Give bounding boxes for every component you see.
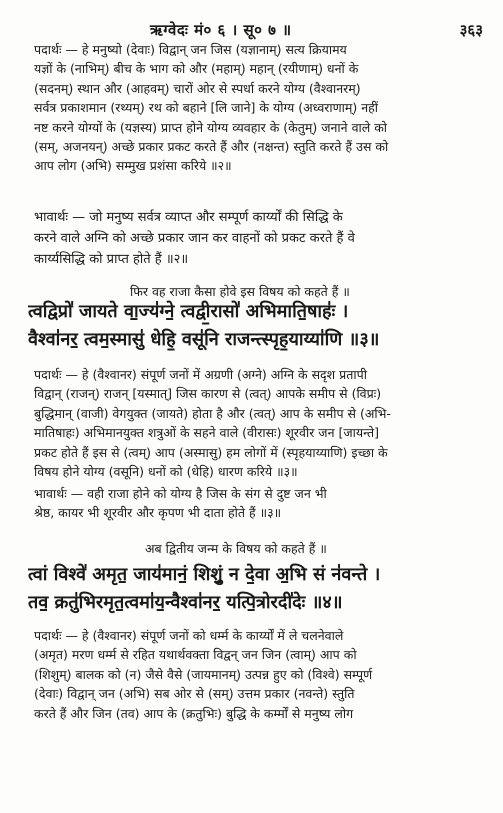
mantra-introduction: अब द्वितीय जन्म के विषय को कहते हैं ॥ bbox=[145, 541, 327, 556]
text-line: सर्वत्र प्रकाशमान (रथ्यम्) रथ को बहाने [लि जाने] के योग्य (अध्वराणाम्) नहीं bbox=[34, 100, 379, 116]
text-line: करते हैं और जिन (तव) आप के (क्रतुभिः) बुद्धि के कर्म्मों से मनुष्य लोग bbox=[34, 705, 354, 721]
verse-line: वैश्वा॑नर॒ त्वम॒स्मासु॑ धेहि॒ वसू॑नि राजन्त्स्पृह॒याय्या॑णि ॥३॥ bbox=[28, 329, 380, 350]
verse-line: तव॒ क्रतु॑भिरमृत॒त्वमा॑य॒न्वैश्वा॑नर॒ यत्पि॒त्रोरदी॑देः ॥४॥ bbox=[28, 592, 343, 613]
text-line: विषय होने योग्य (वसूनि) धनों को (धेहि) धारण करिये ॥३॥ bbox=[34, 464, 298, 480]
running-title: ऋग्वेदः मं० ६ । सू० ७ ॥ bbox=[150, 21, 292, 39]
text-line: कार्य्यसिद्धि को प्राप्त होते हैं ॥२॥ bbox=[34, 252, 189, 267]
text-line: पदार्थः — हे (वैश्वानर) संपूर्ण जनों में अग्रणी (अग्ने) अग्नि के सदृश प्रतापी bbox=[34, 367, 367, 382]
mantra-verse-3 bbox=[28, 298, 488, 354]
padartha-paragraph-4 bbox=[34, 626, 486, 723]
padartha-paragraph-2 bbox=[34, 40, 486, 176]
text-line: मातिषाहः) अभिमानयुक्त शत्रुओं के सहने वाले (वीरासः) शूरवीर जन [जायन्ते] bbox=[34, 425, 379, 441]
text-line: आप लोग (अभि) सम्मुख प्रशंसा करिये ॥२॥ bbox=[34, 158, 232, 174]
text-line: (शिशुम्) बालक को (न) जैसे वैसे (जायमानम्) उत्पन्न हुए को (विश्वे) सम्पूर्ण bbox=[34, 666, 373, 682]
verse-line: त्वद्विप्रो॑ जायते वा॒ज्य॑ग्ने॒ त्वद्वी॒रासो॑ अभिमाति॒षाहः॑ । bbox=[28, 301, 349, 322]
verse-line: त्वां विश्वे॑ अमृत॒ जाय॑मानं॒ शिशुं॒ न दे॒वा अ॒भि सं न॑वन्ते । bbox=[28, 564, 381, 585]
text-line: प्रकट होते हैं इस से (त्वम्) आप (अस्मासु) हम लोगों में (स्पृहयाय्याणि) इच्छा के bbox=[34, 444, 388, 460]
text-line: (सदनम्) स्थान और (आहवम्) चारों ओर से स्पर्धा करने योग्य (वैश्वानरम्) bbox=[34, 80, 361, 96]
padartha-paragraph-3 bbox=[34, 365, 486, 481]
text-line: पदार्थः — हे (वैश्वानर) संपूर्ण जनों को धर्म्म के कार्य्यों में ले चलनेवाले bbox=[34, 628, 344, 643]
bhavartha-paragraph-3 bbox=[34, 484, 486, 523]
text-line: नष्ट करने योग्यों के (यज्ञस्य) प्राप्त होने योग्य व्यवहार के (केतुम्) जनाने वाले को bbox=[34, 119, 388, 135]
text-line: (देवाः) विद्वान् जन (अभि) सब ओर से (सम्) उत्तम प्रकार (नवन्ते) स्तुति bbox=[34, 686, 355, 702]
page-number: ३६३ bbox=[459, 21, 483, 39]
text-line: भावार्थः — जो मनुष्य सर्वत्र व्याप्त और सम्पूर्ण कार्य्यों की सिद्धि के bbox=[34, 210, 343, 225]
text-line: श्रेष्ठ, कायर भी शूरवीर और कृपण भी दाता होते हैं ॥३॥ bbox=[34, 505, 282, 521]
bhavartha-paragraph-2 bbox=[34, 207, 486, 270]
text-line: भावार्थः — वही राजा होने को योग्य है जिस के संग से दुष्ट जन भी bbox=[34, 486, 327, 501]
text-line: (सम्, अजनयन्) अच्छे प्रकार प्रकट करते हैं और (नक्षन्त) स्तुति करते हैं उस को bbox=[34, 139, 389, 155]
text-line: पदार्थः — हे मनुष्यो (देवाः) विद्वान् जन जिस (यज्ञानाम्) सत्य क्रियामय bbox=[34, 42, 347, 57]
text-line: यज्ञों के (नाभिम्) बीच के भाग को और (महाम्) महान् (रयीणाम्) धनों के bbox=[34, 61, 359, 77]
text-line: विद्वान् (राजन्) राजन् [यस्मात्] जिस कारण से (त्वत्) आपके समीप से (विप्रः) bbox=[34, 386, 382, 402]
text-line: बुद्धिमान् (वाजी) वेगयुक्त (जायते) होता है और (त्वत्) आप के समीप से (अभि- bbox=[34, 405, 391, 421]
text-line: (अमृत) मरण धर्म्म से रहित यथार्थवक्ता विद्वन् जन जिन (त्वाम्) आप को bbox=[34, 647, 357, 663]
mantra-verse-4 bbox=[28, 561, 488, 617]
mantra-introduction: फिर वह राजा कैसा होवे इस विषय को कहते हैं ॥ bbox=[130, 284, 350, 299]
text-line: करने वाले अग्नि को अच्छे प्रकार जान कर वाहनों को प्रकट करते हैं वे bbox=[34, 231, 355, 246]
